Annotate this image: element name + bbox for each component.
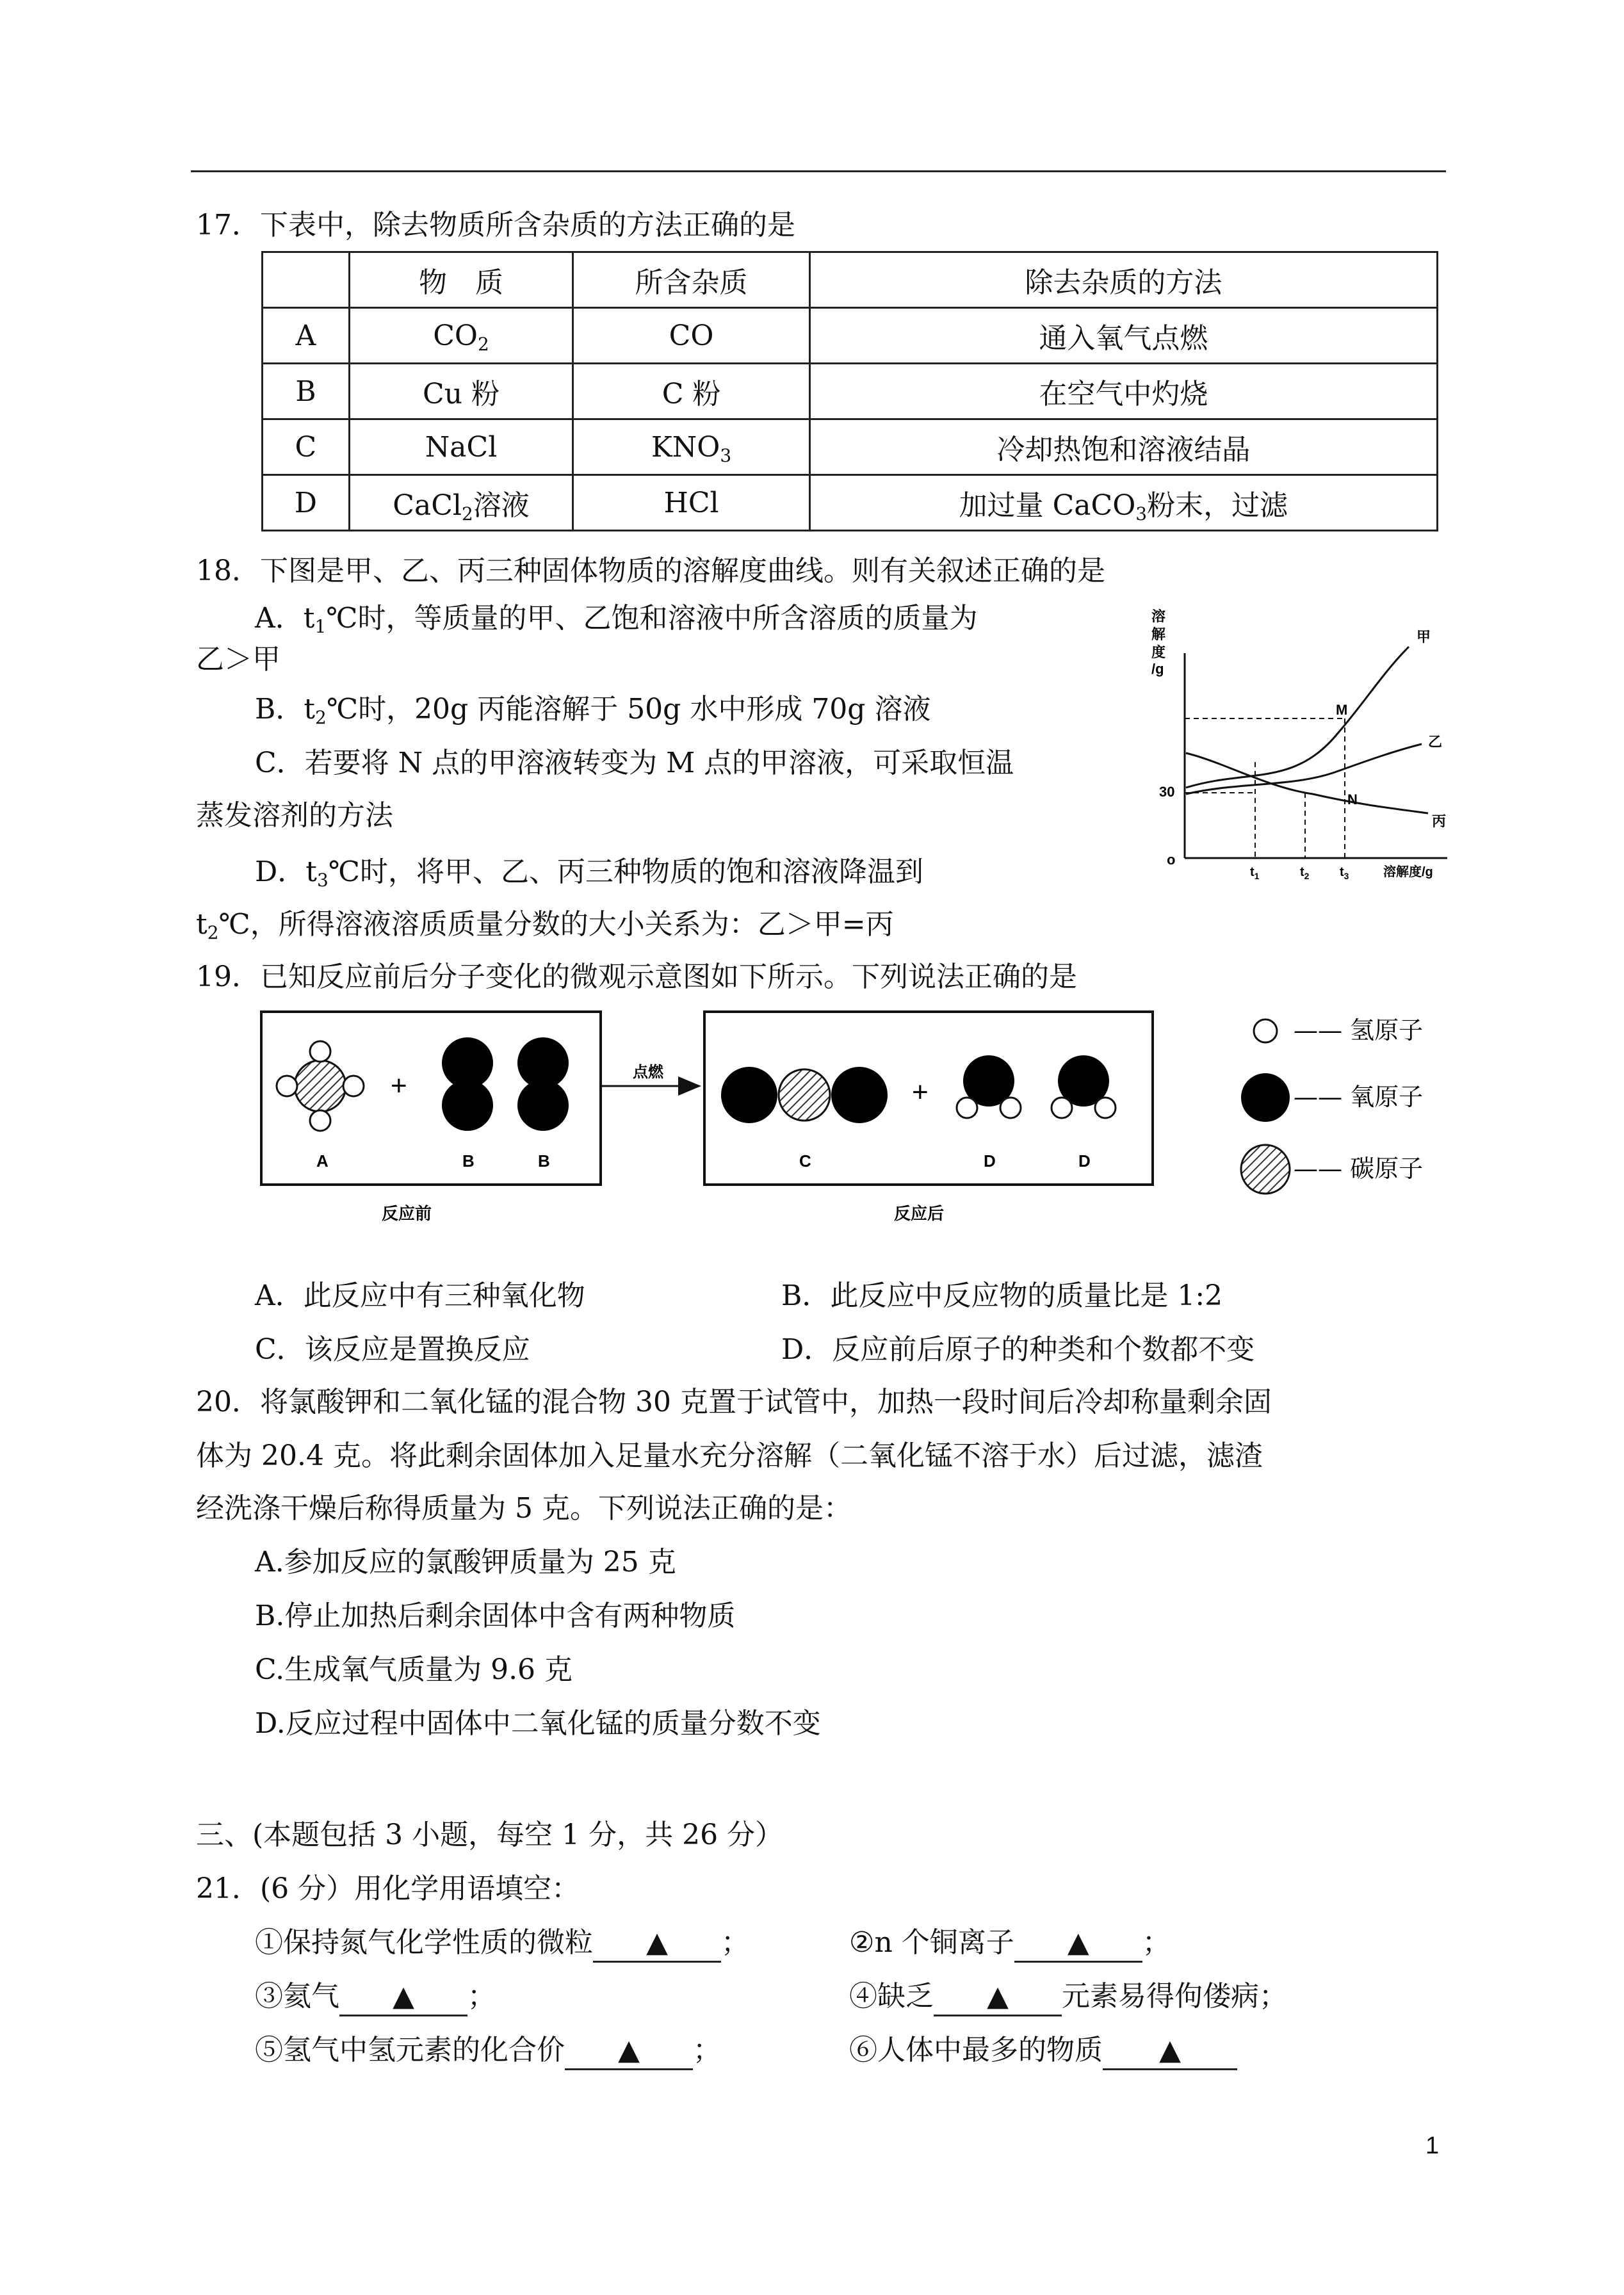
q18-option-d: D．$t_3℃$时，将甲、乙、丙三种物质的饱和溶液降温到 <box>255 856 924 891</box>
table-header-cell: 物 质 <box>349 252 573 308</box>
q20-line-3: 经洗涤干燥后称得质量为 5 克。下列说法正确的是： <box>196 1492 852 1525</box>
y-axis-label-2: 解 <box>1151 626 1166 642</box>
q21-item-4: ④缺乏 ▲ 元素易得佝偻病； <box>849 1977 1287 2016</box>
series-label-jia: 甲 <box>1417 629 1431 645</box>
legend-oxygen: —— 氧原子 <box>1294 1083 1424 1111</box>
row-label: D <box>263 475 350 531</box>
q21-item-2: ②n 个铜离子 ▲ ； <box>849 1924 1171 1963</box>
label-d2: D <box>1078 1151 1091 1171</box>
substance-cell: NaCl <box>349 419 573 475</box>
answer-blank[interactable]: ▲ <box>339 1979 467 2016</box>
method-cell: 通入氧气点燃 <box>809 308 1437 364</box>
y-tick-label: 30 <box>1159 784 1175 800</box>
page-number: 1 <box>1425 2132 1440 2159</box>
oxygen-atom <box>442 1080 493 1131</box>
q20-line-1: 20．将氯酸钾和二氧化锰的混合物 30 克置于试管中，加热一段时间后冷却称量剩余固 <box>196 1386 1272 1418</box>
q18-option-c-cont: 蒸发溶剂的方法 <box>196 799 393 832</box>
q18-option-d-cont: $t_2℃$，所得溶液溶质质量分数的大小关系为：乙＞甲=丙 <box>196 908 894 943</box>
water-molecule-d1 <box>957 1055 1021 1118</box>
origin-label: o <box>1167 852 1176 868</box>
q19-option-a: A．此反应中有三种氧化物 <box>255 1279 585 1312</box>
legend <box>1241 1016 1423 1194</box>
q20-option-c: C.生成氧气质量为 9.6 克 <box>255 1653 573 1686</box>
answer-blank[interactable]: ▲ <box>1103 2032 1237 2070</box>
q21-item-1: ①保持氮气化学性质的微粒 ▲ ； <box>255 1924 749 1963</box>
q20-line-2: 体为 20.4 克。将此剩余固体加入足量水充分溶解（二氧化锰不溶于水）后过滤，滤渣 <box>196 1439 1263 1472</box>
q21-item-6: ⑥人体中最多的物质 ▲ <box>849 2031 1237 2070</box>
q21-stem: 21．(6 分）用化学用语填空： <box>196 1872 580 1905</box>
q19-option-b: B．此反应中反应物的质量比是 1:2 <box>781 1279 1223 1312</box>
method-cell: 加过量 CaCO$_3$粉末，过滤 <box>809 475 1437 531</box>
answer-blank[interactable]: ▲ <box>565 2032 693 2070</box>
table-row <box>263 419 1438 475</box>
label-a: A <box>316 1151 329 1171</box>
carbon-atom <box>295 1060 346 1112</box>
row-label: B <box>263 364 350 419</box>
substance-cell: CaCl$_2$溶液 <box>349 475 573 531</box>
molecule-reaction-diagram <box>256 999 1473 1242</box>
q18-option-a: A．$t_1℃$时，等质量的甲、乙饱和溶液中所含溶质的质量为 <box>255 602 978 637</box>
label-b1: B <box>462 1151 475 1171</box>
q20-option-d: D.反应过程中固体中二氧化锰的质量分数不变 <box>255 1707 821 1740</box>
solubility-curve-chart <box>1127 602 1486 896</box>
label-b2: B <box>538 1151 550 1171</box>
legend-hydrogen: —— 氢原子 <box>1294 1016 1424 1044</box>
q21-item-5: ⑤氢气中氢元素的化合价 ▲ ； <box>255 2031 721 2070</box>
table-row <box>263 308 1438 364</box>
impurity-cell: CO <box>573 308 809 364</box>
method-cell: 在空气中灼烧 <box>809 364 1437 419</box>
oxygen-legend-icon <box>1241 1073 1290 1122</box>
impurity-cell: $KNO_3$ <box>573 419 809 475</box>
label-d1: D <box>984 1151 996 1171</box>
legend-carbon: —— 碳原子 <box>1294 1155 1424 1183</box>
q18-option-c: C．若要将 N 点的甲溶液转变为 M 点的甲溶液，可采取恒温 <box>255 747 1014 779</box>
hydrogen-atom <box>310 1041 330 1062</box>
oxygen-atom <box>517 1080 569 1131</box>
y-axis-label-3: 度 <box>1151 644 1166 660</box>
guide-lines <box>1185 718 1345 858</box>
header-rule <box>191 170 1446 172</box>
q20-option-b: B.停止加热后剩余固体中含有两种物质 <box>255 1600 736 1632</box>
q19-option-c: C．该反应是置换反应 <box>255 1333 530 1366</box>
table-row <box>263 475 1438 531</box>
y-axis-label-4: /g <box>1151 661 1164 677</box>
hydrogen-atom <box>1052 1098 1072 1118</box>
q17-table <box>261 251 1438 531</box>
q19-stem: 19．已知反应前后分子变化的微观示意图如下所示。下列说法正确的是 <box>196 961 1077 993</box>
hydrogen-legend-icon <box>1254 1019 1277 1042</box>
x-axis-label: 溶解度/g <box>1383 865 1433 879</box>
x-tick-t3: $t_3$ <box>1340 865 1349 881</box>
x-tick-t1: $t_1$ <box>1250 865 1260 881</box>
row-label: A <box>263 308 350 364</box>
co2-molecule-c <box>721 1067 888 1123</box>
answer-blank[interactable]: ▲ <box>593 1925 721 1963</box>
substance-cell: $CO_2$ <box>349 308 573 364</box>
table-row <box>263 364 1438 419</box>
carbon-atom <box>779 1069 830 1121</box>
q17-stem: 17．下表中，除去物质所含杂质的方法正确的是 <box>196 209 795 241</box>
oxygen-molecule-b2 <box>517 1037 569 1131</box>
hydrogen-atom <box>957 1098 977 1118</box>
y-axis-label-1: 溶 <box>1151 608 1166 624</box>
hydrogen-atom <box>343 1076 364 1096</box>
methane-molecule-a <box>277 1041 364 1131</box>
answer-blank[interactable]: ▲ <box>1014 1925 1142 1963</box>
before-label: 反应前 <box>382 1204 432 1223</box>
series-label-bing: 丙 <box>1432 813 1447 829</box>
hydrogen-atom <box>1000 1098 1021 1118</box>
oxygen-atom <box>721 1067 777 1123</box>
curve-bing <box>1186 753 1428 813</box>
q18-option-a-cont: 乙＞甲 <box>196 643 280 676</box>
q21-item-3: ③氦气 ▲ ； <box>255 1977 496 2016</box>
hydrogen-atom <box>310 1110 330 1131</box>
arrow-condition: 点燃 <box>633 1064 663 1081</box>
answer-blank[interactable]: ▲ <box>934 1979 1062 2016</box>
series-label-yi: 乙 <box>1428 734 1443 750</box>
q19-option-d: D．反应前后原子的种类和个数都不变 <box>781 1333 1255 1366</box>
point-label-n: N <box>1347 791 1358 807</box>
table-header-cell <box>263 252 350 308</box>
x-tick-t2: $t_2$ <box>1300 865 1310 881</box>
section-3-heading: 三、(本题包括 3 小题，每空 1 分，共 26 分） <box>196 1819 784 1851</box>
curve-jia <box>1186 647 1409 788</box>
method-cell: 冷却热饱和溶液结晶 <box>809 419 1437 475</box>
hydrogen-atom <box>1095 1098 1116 1118</box>
oxygen-molecule-b1 <box>442 1037 493 1131</box>
row-label: C <box>263 419 350 475</box>
impurity-cell: HCl <box>573 475 809 531</box>
plus-sign: + <box>391 1070 407 1101</box>
hydrogen-atom <box>277 1076 297 1096</box>
label-c: C <box>799 1151 811 1171</box>
table-header-cell: 除去杂质的方法 <box>809 252 1437 308</box>
impurity-cell: C 粉 <box>573 364 809 419</box>
q18-stem: 18．下图是甲、乙、丙三种固体物质的溶解度曲线。则有关叙述正确的是 <box>196 555 1105 587</box>
point-label-m: M <box>1336 702 1348 718</box>
q20-option-a: A.参加反应的氯酸钾质量为 25 克 <box>255 1546 676 1578</box>
curve-yi <box>1186 744 1422 794</box>
table-header-cell: 所含杂质 <box>573 252 809 308</box>
table-header-row <box>263 252 1438 308</box>
plus-sign: + <box>912 1076 929 1108</box>
after-label: 反应后 <box>894 1204 945 1223</box>
oxygen-atom <box>831 1067 888 1123</box>
q18-option-b: B．$t_2℃$时，20g 丙能溶解于 50g 水中形成 70g 溶液 <box>255 693 931 728</box>
carbon-legend-icon <box>1241 1145 1290 1194</box>
substance-cell: Cu 粉 <box>349 364 573 419</box>
water-molecule-d2 <box>1052 1055 1116 1118</box>
